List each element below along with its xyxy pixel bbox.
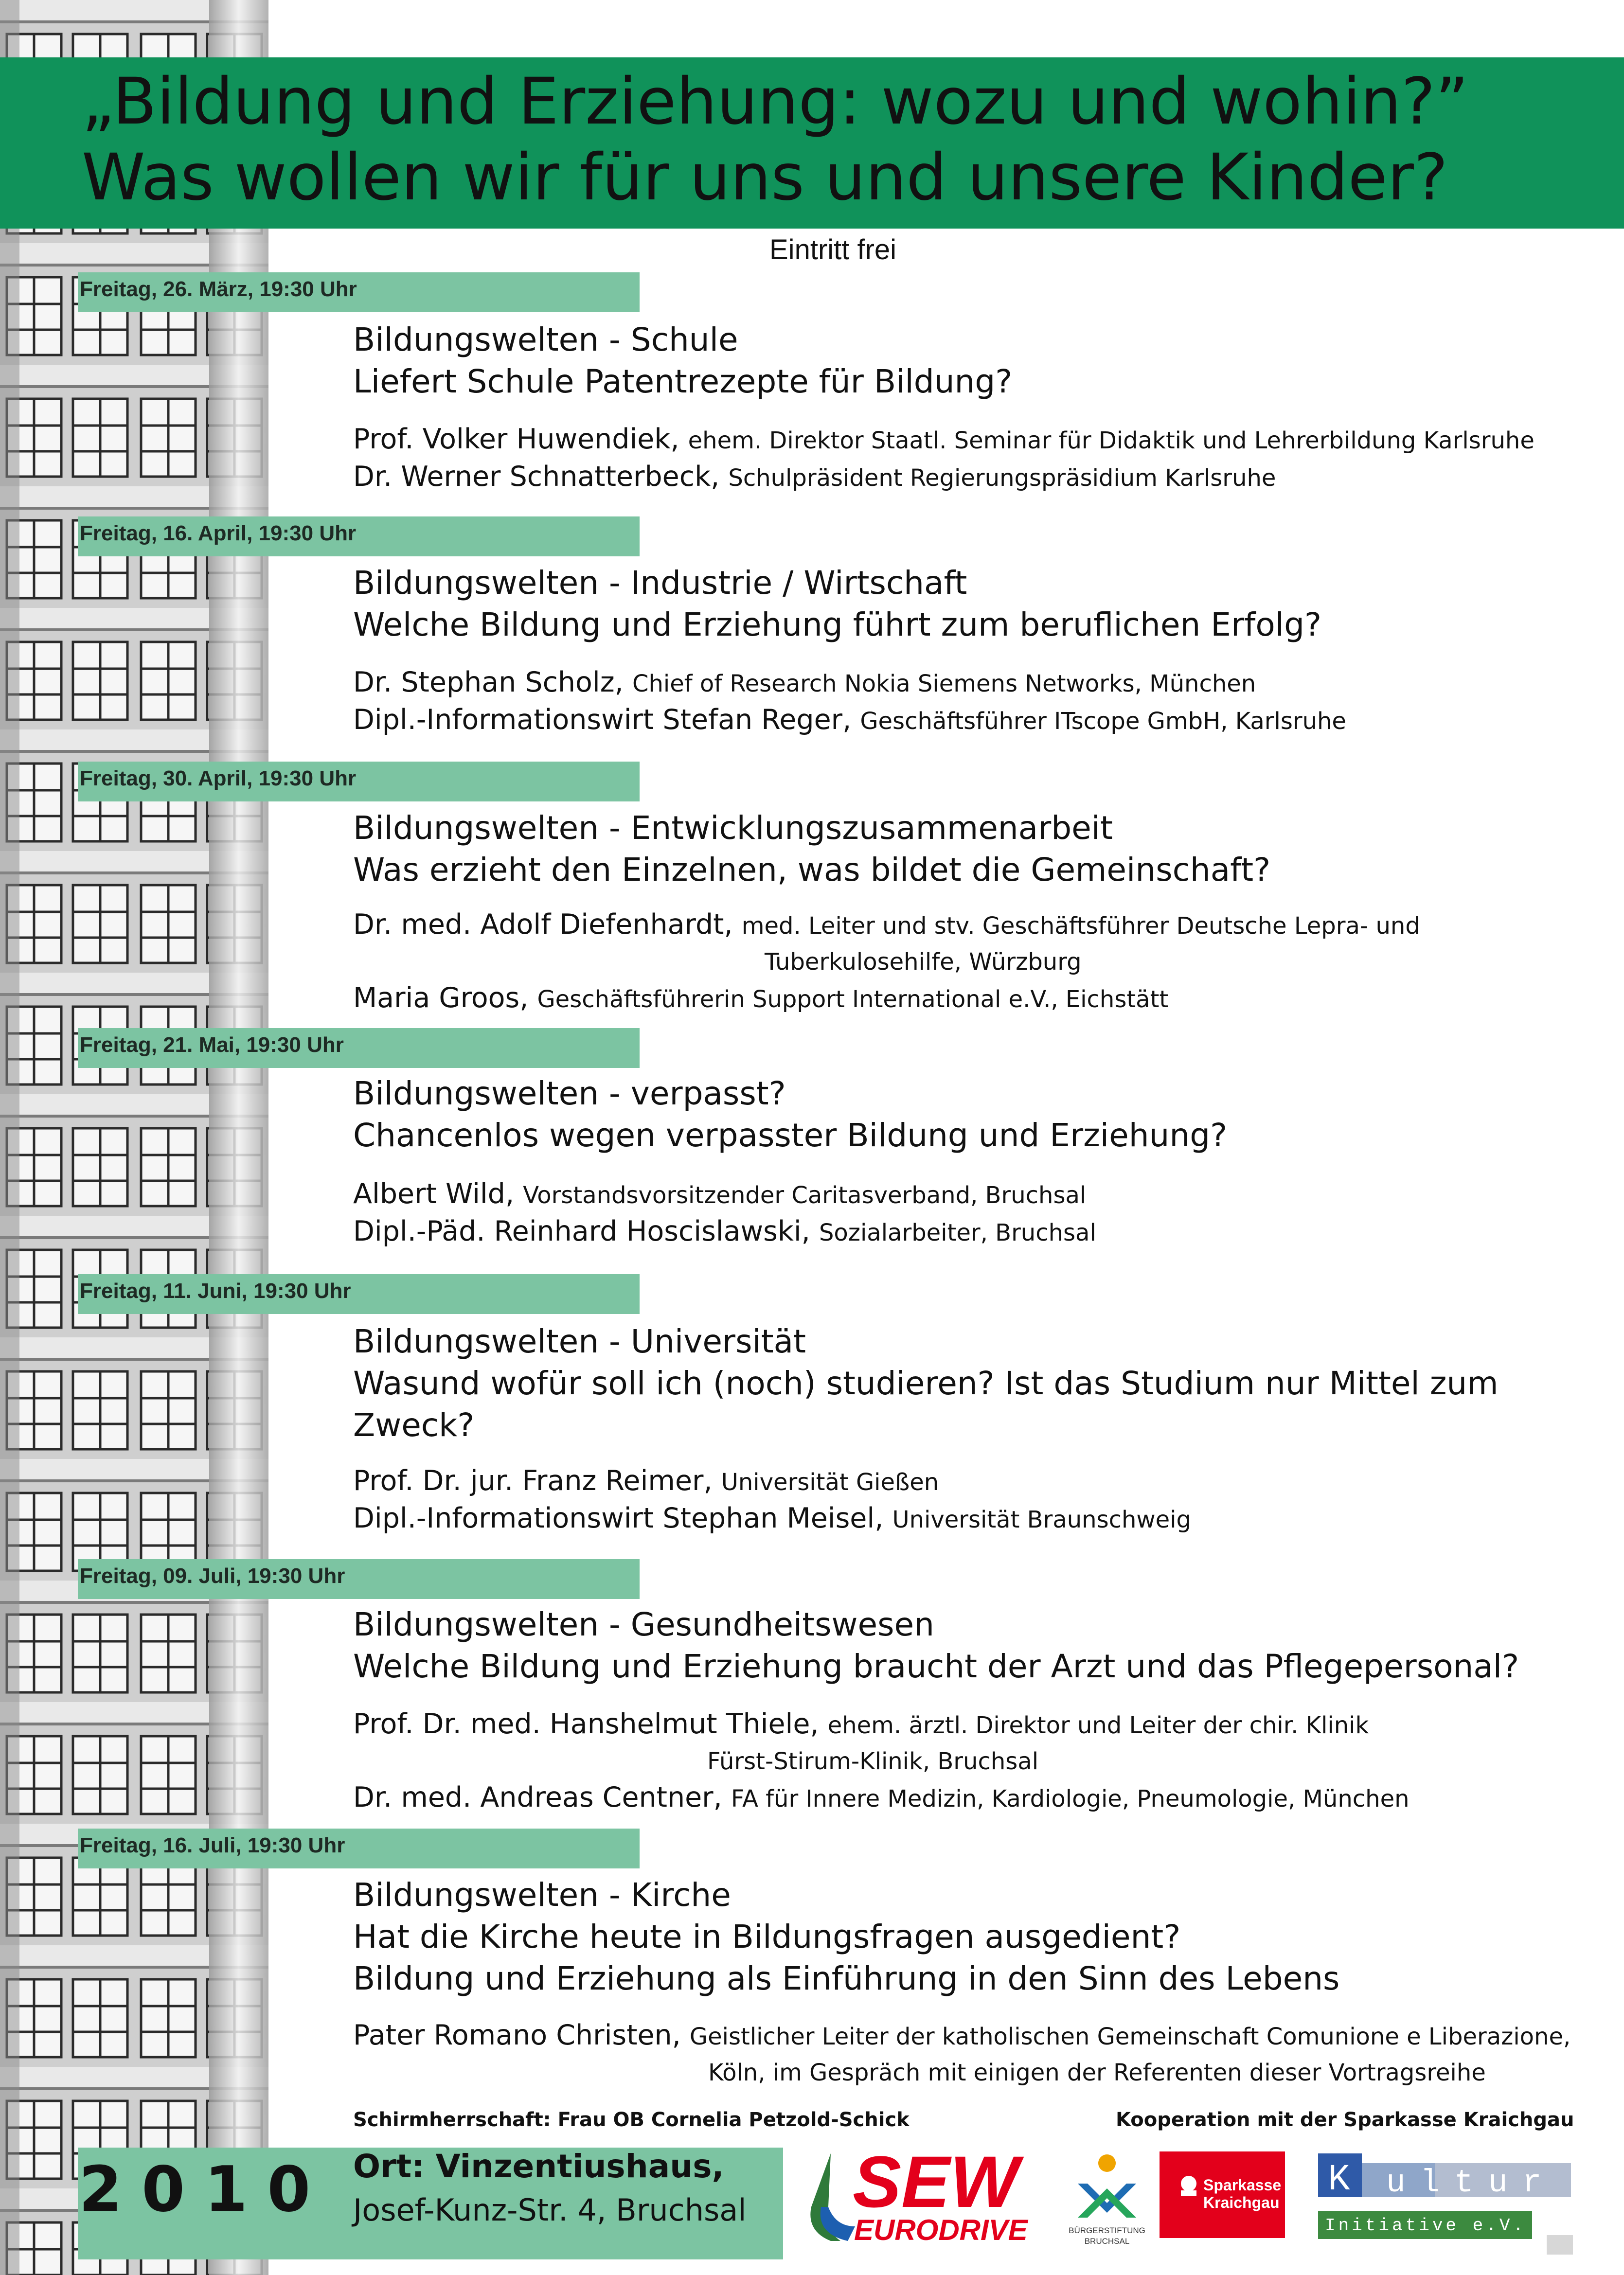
- speaker-name: Prof. Dr. jur. Franz Reimer,: [353, 1465, 713, 1497]
- speaker-list: [353, 1463, 1191, 1538]
- speaker: [353, 980, 1420, 1017]
- event-date: Freitag, 16. April, 19:30 Uhr: [80, 521, 357, 545]
- speaker-role-continued: Tuberkulosehilfe, Würzburg: [765, 948, 1082, 976]
- event-date-bar: [78, 272, 640, 312]
- event-subtitle-continued: Zweck?: [353, 1406, 475, 1444]
- kraichgau-text: Kraichgau: [1203, 2194, 1280, 2211]
- venue-name: Ort: Vinzentiushaus,: [353, 2148, 724, 2185]
- speaker-role: Universität Braunschweig: [892, 1506, 1192, 1533]
- speaker-name: Maria Groos,: [353, 982, 529, 1014]
- event-date: Freitag, 26. März, 19:30 Uhr: [80, 277, 357, 301]
- eurodrive-wordmark: EURODRIVE: [854, 2214, 1028, 2246]
- event-date-bar: [78, 1028, 640, 1068]
- speaker-role-continued: Köln, im Gespräch mit einigen der Referenten dieser Vortragsreihe: [708, 2059, 1486, 2086]
- event-date: Freitag, 09. Juli, 19:30 Uhr: [80, 1564, 345, 1588]
- event-title: Bildungswelten - Industrie / Wirtschaft: [353, 564, 967, 602]
- speaker-name: Prof. Volker Huwendiek,: [353, 423, 679, 455]
- event-title: Bildungswelten - Entwicklungszusammenarbeit: [353, 809, 1113, 847]
- sparkasse-s-icon: [1160, 2151, 1285, 2238]
- speaker-name: Dr. med. Adolf Diefenhardt,: [353, 908, 733, 941]
- sparkasse-text: Sparkasse: [1203, 2176, 1282, 2194]
- event-date: Freitag, 16. Juli, 19:30 Uhr: [80, 1833, 345, 1857]
- headline-line-1: „Bildung und Erziehung: wozu und wohin?”: [82, 64, 1469, 139]
- kultur-letter: r: [1522, 2165, 1542, 2201]
- event-subtitle: Welche Bildung und Erziehung führt zum beruflichen Erfolg?: [353, 606, 1321, 643]
- cooperation-text: Kooperation mit der Sparkasse Kraichgau: [1116, 2109, 1574, 2131]
- speaker-role: Sozialarbeiter, Bruchsal: [819, 1219, 1096, 1246]
- speaker-role: Schulpräsident Regierungspräsidium Karlsruhe: [728, 464, 1276, 492]
- speaker: [353, 1706, 1410, 1743]
- sew-wordmark: SEW: [853, 2149, 1019, 2222]
- buergerstiftung-emblem-icon: [1063, 2150, 1151, 2252]
- speaker-role: ehem. ärztl. Direktor und Leiter der chir. Klinik: [827, 1712, 1369, 1739]
- speaker-name: Dr. Werner Schnatterbeck,: [353, 461, 720, 493]
- event-date-bar: [78, 1829, 640, 1868]
- event-subtitle: Hat die Kirche heute in Bildungsfragen ausgedient?: [353, 1918, 1181, 1955]
- buergerstiftung-text: BÜRGERSTIFTUNG: [1069, 2226, 1145, 2235]
- event-subtitle: Wasund wofür soll ich (noch) studieren? Ist das Studium nur Mittel zum: [353, 1365, 1499, 1402]
- speaker-role: FA für Innere Medizin, Kardiologie, Pneumologie, München: [731, 1785, 1410, 1813]
- speaker-name: Dipl.-Informationswirt Stephan Meisel,: [353, 1502, 884, 1534]
- event-date: Freitag, 30. April, 19:30 Uhr: [80, 766, 357, 790]
- speaker-name: Pater Romano Christen,: [353, 2019, 681, 2051]
- sew-eurodrive-logo: [802, 2149, 1045, 2246]
- event-subtitle-continued: Bildung und Erziehung als Einführung in den Sinn des Lebens: [353, 1960, 1340, 1997]
- speaker-list: [353, 664, 1346, 739]
- event-subtitle: Welche Bildung und Erziehung braucht der Arzt und das Pflegepersonal?: [353, 1648, 1519, 1685]
- kultur-subtitle: Initiative e.V.: [1325, 2216, 1527, 2236]
- event-title: Bildungswelten - Kirche: [353, 1876, 731, 1914]
- speaker: [353, 1500, 1191, 1538]
- headline-line-2: Was wollen wir für uns und unsere Kinder?: [82, 140, 1448, 215]
- bruchsal-text: BRUCHSAL: [1084, 2237, 1130, 2246]
- speaker-name: Dipl.-Päd. Reinhard Hoscislawski,: [353, 1215, 810, 1247]
- event-subtitle: Chancenlos wegen verpasster Bildung und Erziehung?: [353, 1117, 1228, 1154]
- event-date: Freitag, 11. Juni, 19:30 Uhr: [80, 1279, 351, 1303]
- venue-address: Josef-Kunz-Str. 4, Bruchsal: [353, 2192, 747, 2228]
- event-title: Bildungswelten - Universität: [353, 1323, 806, 1360]
- speaker-name: Prof. Dr. med. Hanshelmut Thiele,: [353, 1708, 819, 1740]
- speaker: [353, 1463, 1191, 1500]
- kultur-initiative-icon: [1318, 2153, 1573, 2261]
- kultur-letter: K: [1328, 2159, 1350, 2201]
- speaker: [353, 2017, 1570, 2055]
- event-title: Bildungswelten - verpasst?: [353, 1075, 786, 1112]
- speaker-role-continued: Fürst-Stirum-Klinik, Bruchsal: [707, 1748, 1039, 1775]
- event-date-bar: [78, 1274, 640, 1314]
- event-title: Bildungswelten - Schule: [353, 321, 738, 358]
- sparkasse-kraichgau-logo: [1160, 2151, 1285, 2238]
- kultur-initiative-logo: [1318, 2153, 1573, 2261]
- patronage-text: Schirmherrschaft: Frau OB Cornelia Petzold-Schick: [353, 2109, 910, 2131]
- speaker: [353, 1779, 1410, 1817]
- speaker-role: Geistlicher Leiter der katholischen Gemeinschaft Comunione e Liberazione,: [689, 2023, 1571, 2050]
- event-title: Bildungswelten - Gesundheitswesen: [353, 1606, 934, 1643]
- speaker: [353, 459, 1535, 496]
- kultur-letter: u: [1386, 2165, 1406, 2201]
- buergerstiftung-logo: [1063, 2150, 1151, 2252]
- speaker-name: Albert Wild,: [353, 1178, 515, 1210]
- speaker-role: Chief of Research Nokia Siemens Networks, München: [632, 670, 1256, 697]
- speaker-name: Dipl.-Informationswirt Stefan Reger,: [353, 704, 852, 736]
- sew-swoosh-icon: [802, 2149, 1045, 2246]
- speaker-role: Geschäftsführer ITscope GmbH, Karlsruhe: [860, 708, 1346, 735]
- kultur-letter: l: [1420, 2165, 1440, 2201]
- speaker-list: [353, 1176, 1096, 1251]
- speaker-list: [353, 421, 1535, 496]
- speaker-role: Universität Gießen: [721, 1469, 939, 1496]
- year-label: 2010: [79, 2153, 330, 2226]
- entry-free-note: Eintritt frei: [769, 234, 897, 266]
- speaker-name: Dr. med. Andreas Centner,: [353, 1781, 722, 1813]
- speaker: [353, 421, 1535, 459]
- speaker-list: [353, 906, 1420, 1017]
- event-date-bar: [78, 762, 640, 801]
- event-date-bar: [78, 516, 640, 556]
- speaker: [353, 1176, 1096, 1213]
- kultur-letter: u: [1488, 2165, 1508, 2201]
- speaker: [353, 702, 1346, 739]
- kultur-letter: t: [1454, 2165, 1474, 2201]
- header-banner: [0, 57, 1624, 229]
- speaker-role: Vorstandsvorsitzender Caritasverband, Bruchsal: [523, 1182, 1087, 1209]
- speaker: [353, 664, 1346, 702]
- building-photo-strip: [0, 0, 268, 2275]
- speaker: [353, 1213, 1096, 1251]
- speaker-name: Dr. Stephan Scholz,: [353, 666, 624, 698]
- building-facade-image: [0, 0, 268, 2275]
- speaker-list: [353, 2017, 1570, 2091]
- event-subtitle: Was erzieht den Einzelnen, was bildet die Gemeinschaft?: [353, 851, 1271, 889]
- speaker-list: [353, 1706, 1410, 1817]
- event-subtitle: Liefert Schule Patentrezepte für Bildung?: [353, 363, 1013, 400]
- event-date: Freitag, 21. Mai, 19:30 Uhr: [80, 1033, 344, 1057]
- speaker-role: Geschäftsführerin Support International e.V., Eichstätt: [537, 986, 1169, 1013]
- speaker-role: ehem. Direktor Staatl. Seminar für Didaktik und Lehrerbildung Karlsruhe: [688, 427, 1535, 454]
- speaker: [353, 906, 1420, 944]
- speaker-role: med. Leiter und stv. Geschäftsführer Deutsche Lepra- und: [741, 912, 1420, 940]
- event-date-bar: [78, 1559, 640, 1599]
